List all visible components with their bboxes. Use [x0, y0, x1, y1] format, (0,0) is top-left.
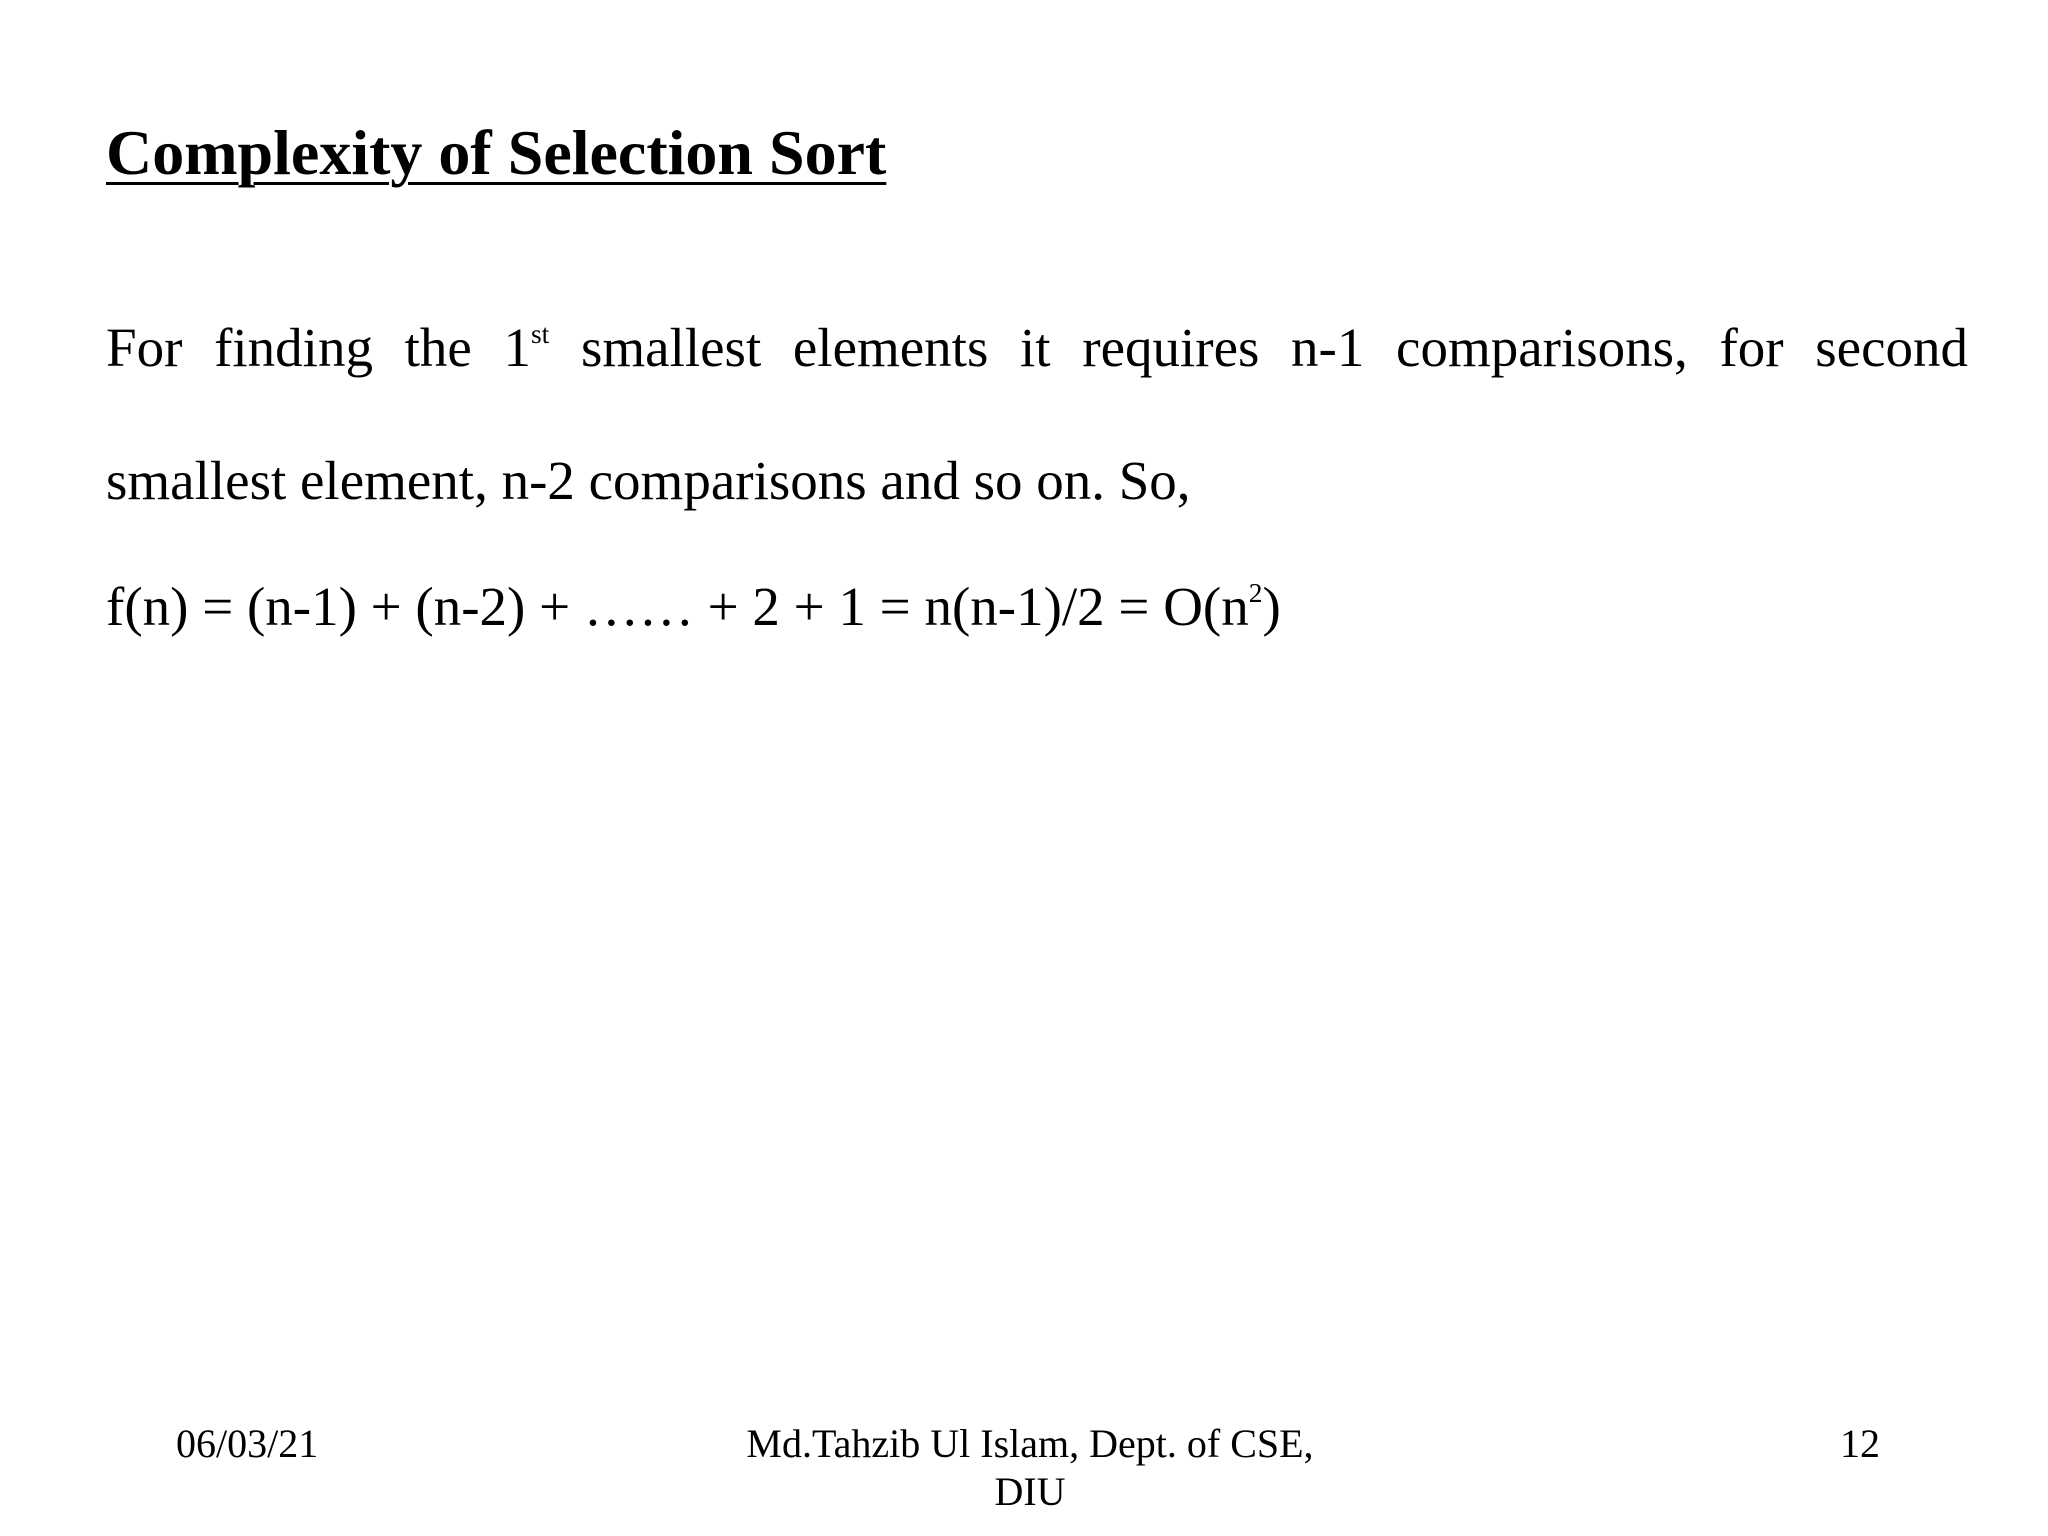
footer-date: 06/03/21	[176, 1421, 319, 1466]
formula-exponent: 2	[1248, 576, 1263, 608]
slide-title: Complexity of Selection Sort	[106, 117, 887, 188]
ordinal-suffix: st	[530, 317, 550, 349]
paragraph-line-1	[106, 286, 1968, 419]
footer-author	[700, 1420, 1360, 1516]
footer-author-line-1: Md.Tahzib Ul Islam, Dept. of CSE,	[746, 1421, 1314, 1466]
ordinal	[503, 286, 549, 419]
word: finding	[214, 317, 373, 378]
word: requires	[1082, 317, 1260, 378]
word: the	[404, 317, 472, 378]
word: second	[1815, 317, 1968, 378]
body-paragraph	[106, 286, 1968, 543]
word: For	[106, 317, 183, 378]
complexity-formula	[106, 574, 1281, 640]
word: elements	[792, 317, 989, 378]
word: smallest	[580, 317, 762, 378]
ordinal-number: 1	[503, 317, 531, 378]
formula-main: f(n) = (n-1) + (n-2) + …… + 2 + 1 = n(n-1)/2 = O(n	[106, 576, 1249, 637]
word: n-1	[1291, 317, 1365, 378]
footer-page-number: 12	[1840, 1421, 1880, 1466]
footer-author-line-2: DIU	[994, 1469, 1066, 1514]
word: comparisons,	[1396, 317, 1688, 378]
word: for	[1719, 317, 1784, 378]
paragraph-line-2: smallest element, n-2 comparisons and so on. So,	[106, 450, 1191, 511]
formula-close: )	[1262, 576, 1281, 637]
word: it	[1020, 317, 1051, 378]
